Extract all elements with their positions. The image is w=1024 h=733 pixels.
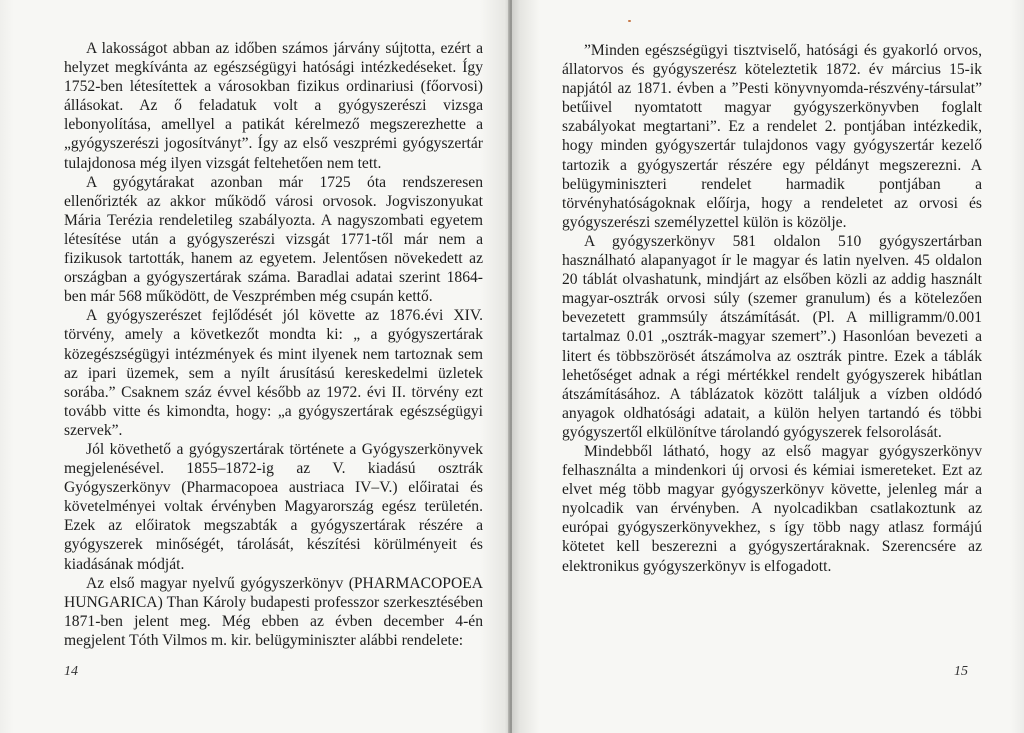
ink-speck (628, 20, 631, 22)
right-paragraph-3: Mindebből látható, hogy az első magyar gyógyszerkönyv felhasználta a mindenkori új orvosi és kémiai ismereteket. Ezt az elvet még több magyar gyógyszerkönyv követte, jelenleg már a nyolcadik van érvényben. A nyolcadikban csatlakoztunk az európai gyógyszerkönyvekhez, s így több nagy atlasz formájú kötetet kell beszerezni a gyógyszertáraknak. Szerencsére az elektronikus gyógyszerkönyv is elfogadott. (562, 442, 982, 575)
left-paragraph-3: A gyógyszerészet fejlődését jól követte az 1876.évi XIV. törvény, amely a következőt mondta ki: „ a gyógyszertárak közegészségügyi intézmények és mint ilyenek nem tartoznak sem az ipari üzemek, sem a nyílt árusítású kereskedelmi üzletek sorába.” Csaknem száz évvel később az 1972. évi II. törvény ezt tovább vitte és kimondta, hogy: „a gyógyszertárak egészségügyi szervek”. (64, 307, 483, 439)
left-paragraph-4: Jól követhető a gyógyszertárak története a Gyógyszerkönyvek megjelenésével. 1855–1872-ig az V. kiadású osztrák Gyógyszerkönyv (Pharmacopoea austriaca IV–V.) előiratai és követelményei voltak érvényben Magyarország egész területén. Ezek az előiratok megszabták a gyógyszertárak részére a gyógyszerek minőségét, tárolását, készítési körülményeit és kiadásának módját. (64, 440, 483, 573)
left-paragraph-2: A gyógytárakat azonban már 1725 óta rendszeresen ellenőrizték az akkor működő városi orvosok. Jogviszonyukat Mária Terézia rendeletileg szabályozta. A nagyszombati egyetem létesítése után a gyógyszerészi vizsgát 1771-től már nem a fizikusok tartották, hanem az egyetem. Jelentősen növekedett az országban a gyógyszertárak száma. Baradlai adatai szerint 1864-ben már 568 működött, de Veszprémben még csupán kettő. (64, 173, 483, 306)
left-page-number: 14 (64, 664, 78, 679)
left-page (0, 0, 510, 733)
right-page (512, 0, 1024, 733)
right-paragraph-2: A gyógyszerkönyv 581 oldalon 510 gyógyszertárban használható alapanyagot ír le magyar és latin nyelven. 45 oldalon 20 táblát olvashatunk, mindjárt az elsőben közli az addig használt magyar-osztrák orvosi súly (szemer granulum) és a kötelezően bevezetett grammsúly átszámítását. (Pl. A milligramm/0.001 tartalmaz 0.01 „osztrák-magyar szemert”.) Hasonlóan bevezeti a litert és többszörösét átszámolva az osztrák pintre. Ezek a táblák lehetőséget adnak a régi mértékkel rendelt gyógyszerek hibátlan átszámításához. A táblázatok között találjuk a vízben oldódó anyagok oldhatósági adatait, a külön helyen tartandó és többi gyógyszertől elkülönítve tárolandó gyógyszerek felsorolását. (562, 232, 982, 441)
left-paragraph-1: A lakosságot abban az időben számos járvány sújtotta, ezért a helyzet megkívánta az egészségügyi hatósági intézkedéseket. Így 1752-ben létesítettek a városokban fizikus ordinariusi (főorvosi) állásokat. Az ő feladatuk volt a gyógyszerészi vizsga lebonyolítása, amellyel a patikát kérelmező megszerezhette a „gyógyszerészi jogosítványt”. Így az első veszprémi gyógyszertár tulajdonosa még ilyen vizsgát feltehetően nem tett. (64, 40, 483, 172)
right-page-text (562, 41, 982, 576)
left-paragraph-5: Az első magyar nyelvű gyógyszerkönyv (PHARMACOPOEA HUNGARICA) Than Károly budapesti professzor szerkesztésében 1871-ben jelent meg. Még ebben az évben december 4-én megjelent Tóth Vilmos m. kir. belügyminiszter alábbi rendelete: (64, 574, 483, 649)
left-page-text (64, 39, 483, 650)
right-page-number: 15 (954, 664, 968, 679)
right-paragraph-1: ”Minden egészségügyi tisztviselő, hatósági és gyakorló orvos, állatorvos és gyógyszerész köteleztetik 1872. év március 15-ik napjától az 1871. évben a ”Pesti könyvnyomda-részvény-társulat” betűivel nyomtatott magyar gyógyszerkönyvben foglalt szabályokat megtartani”. Ez a rendelet 2. pontjában intézkedik, hogy minden gyógyszertár tulajdonos vagy gyógyszertár kezelő tartozik a gyógyszertár részére egy példányt megszerezni. A belügyminiszteri rendelet harmadik pontjában a törvényhatóságoknak előírja, hogy a rendeletet az orvosi és gyógyszerészi személyzettel külön is közölje. (562, 42, 982, 231)
